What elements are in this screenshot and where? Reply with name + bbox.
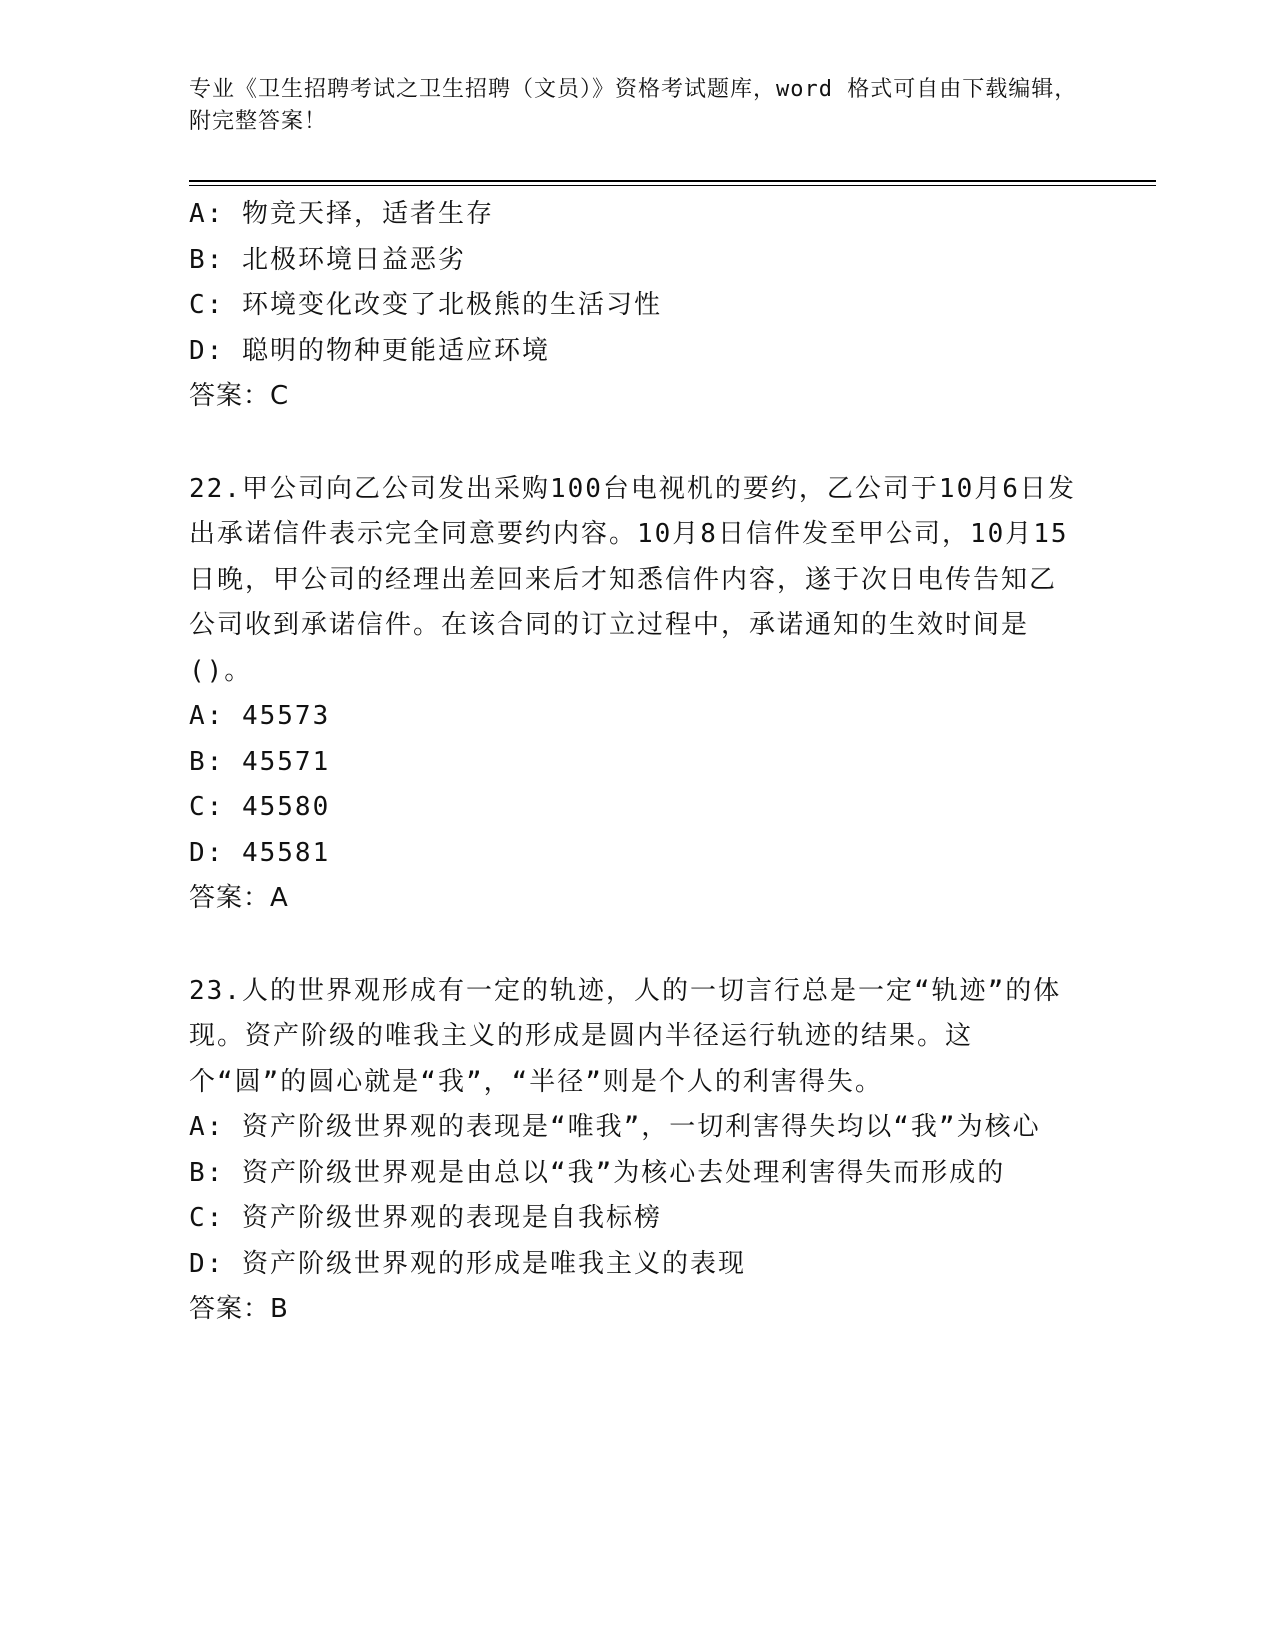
option-b: B: 45571 [189, 746, 331, 777]
question-stem: 22.甲公司向乙公司发出采购100台电视机的要约，乙公司于10月6日发出承诺信件表示完全同意要约内容。10月8日信件发至甲公司，10月15日晚，甲公司的经理出差回来后才知悉信件内容，遂于次日电传告知乙公司收到承诺信件。在该合同的订立过程中，承诺通知的生效时间是()。 [189, 473, 1076, 686]
document-header: 专业《卫生招聘考试之卫生招聘（文员）》资格考试题库，word 格式可自由下载编辑，附完整答案！ [189, 77, 1078, 134]
header-rule-thin [189, 185, 1156, 186]
question-23-block [189, 969, 1089, 1333]
option-b: B: 资产阶级世界观是由总以“我”为核心去处理利害得失而形成的 [189, 1157, 1006, 1188]
option-c: C: 45580 [189, 792, 331, 822]
option-a: A: 45573 [189, 701, 331, 731]
option-d: D: 45581 [189, 837, 331, 868]
answer-line: 答案：C [189, 381, 290, 411]
answer-line: 答案：B [189, 1294, 289, 1324]
header-rule-thick [189, 180, 1156, 182]
question-stem: 23.人的世界观形成有一定的轨迹，人的一切言行总是一定“轨迹”的体现。资产阶级的唯我主义的形成是圆内半径运行轨迹的结果。这个“圆”的圆心就是“我”，“半径”则是个人的利害得失。 [189, 975, 1062, 1097]
option-a: A: 资产阶级世界观的表现是“唯我”，一切利害得失均以“我”为核心 [189, 1112, 1041, 1142]
option-c: C: 环境变化改变了北极熊的生活习性 [189, 290, 662, 320]
answer-line: 答案：A [189, 883, 289, 913]
question-22-block [189, 467, 1089, 922]
question-content [189, 192, 1089, 1333]
option-b: B: 北极环境日益恶劣 [189, 244, 466, 275]
option-c: C: 资产阶级世界观的表现是自我标榜 [189, 1203, 662, 1233]
option-a: A: 物竞天择，适者生存 [189, 199, 494, 229]
option-d: D: 资产阶级世界观的形成是唯我主义的表现 [189, 1248, 746, 1279]
option-d: D: 聪明的物种更能适应环境 [189, 335, 550, 366]
question-21-block [189, 192, 1089, 420]
